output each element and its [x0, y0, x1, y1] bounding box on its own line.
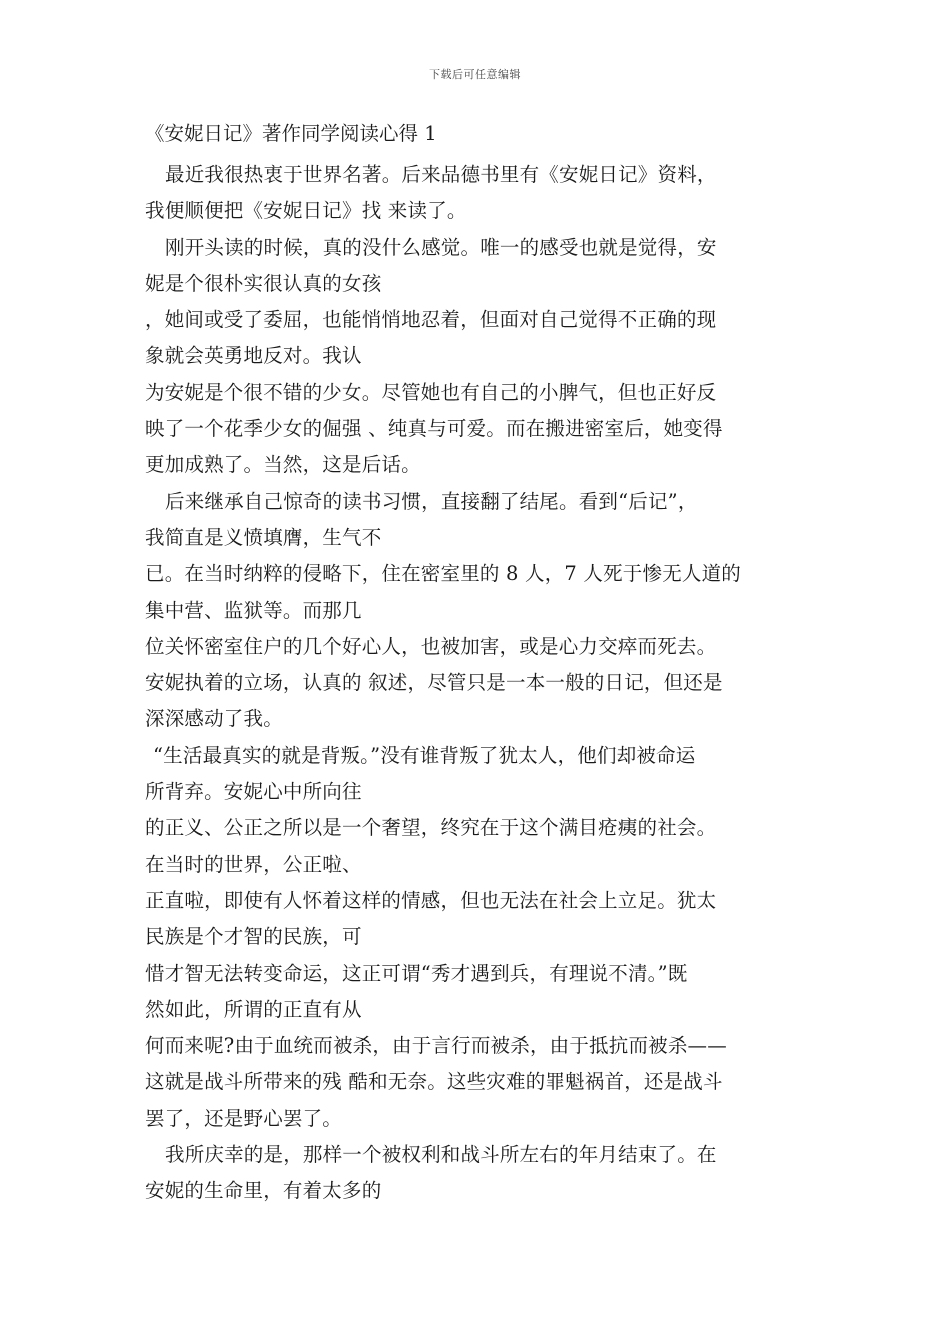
text-line: 妮是个很朴实很认真的女孩 [145, 271, 382, 295]
text-line: 位关怀密室住户的几个好心人，也被加害，或是心力交瘁而死去。 [145, 634, 717, 658]
document-text [145, 157, 810, 1210]
text-line: 安妮的生命里，有着太多的 [145, 1179, 382, 1203]
text-line: 映了一个花季少女的倔强 、纯真与可爱。而在搬进密室后，她变得 [145, 417, 723, 441]
text-line: 在当时的世界，公正啦、 [145, 852, 362, 876]
document-title: 《安妮日记》著作同学阅读心得 1 [145, 122, 437, 145]
text-line: 所背弃。安妮心中所向往 [145, 780, 362, 804]
text-line: 惜才智无法转变命运，这正可谓“秀才遇到兵，有理说不清。”既 [145, 961, 688, 985]
text-line: ，她间或受了委屈，也能悄悄地忍着，但面对自己觉得不正确的现 [145, 308, 717, 332]
text-line: 深深感动了我。 [145, 707, 283, 731]
text-line: 最近我很热衷于世界名著。后来品德书里有《安妮日记》资料， [165, 163, 717, 186]
document-body [145, 120, 810, 1210]
text-line: 这就是战斗所带来的残 酷和无奈。这些灾难的罪魁祸首，还是战斗 [145, 1070, 723, 1094]
text-line: 刚开头读的时候，真的没什么感觉。唯一的感受也就是觉得，安 [165, 235, 717, 259]
text-line: 集中营、监狱等。而那几 [145, 598, 362, 622]
text-line: 然如此，所谓的正直有从 [145, 997, 362, 1021]
text-line: 我便顺便把《安妮日记》找 来读了。 [145, 199, 467, 223]
text-line: 后来继承自己惊奇的读书习惯，直接翻了结尾。看到“后记”， [165, 489, 698, 513]
text-line: 何而来呢?由于血统而被杀，由于言行而被杀，由于抵抗而被杀—— [145, 1034, 727, 1058]
text-line: 民族是个才智的民族，可 [145, 925, 362, 949]
text-line: 为安妮是个很不错的少女。尽管她也有自己的小脾气，但也正好反 [145, 380, 717, 404]
text-line: “生活最真实的就是背叛。”没有谁背叛了犹太人，他们却被命运 [153, 743, 696, 767]
page-header-note: 下载后可任意编辑 [429, 68, 521, 81]
text-line: 已。在当时纳粹的侵略下，住在密室里的 8 人，7 人死于惨无人道的 [145, 562, 742, 586]
text-line: 罢了，还是野心罢了。 [145, 1106, 343, 1130]
text-line: 我所庆幸的是，那样一个被权利和战斗所左右的年月结束了。在 [165, 1143, 717, 1167]
text-line: 的正义、公正之所以是一个奢望，终究在于这个满目疮痍的社会。 [145, 816, 717, 840]
text-line: 象就会英勇地反对。我认 [145, 344, 362, 368]
text-line: 更加成熟了。当然，这是后话。 [145, 453, 421, 477]
text-line: 安妮执着的立场，认真的 叙述，尽管只是一本一般的日记，但还是 [145, 671, 723, 695]
text-line: 正直啦，即使有人怀着这样的情感，但也无法在社会上立足。犹太 [145, 888, 717, 912]
text-line: 我简直是义愤填膺，生气不 [145, 525, 382, 549]
